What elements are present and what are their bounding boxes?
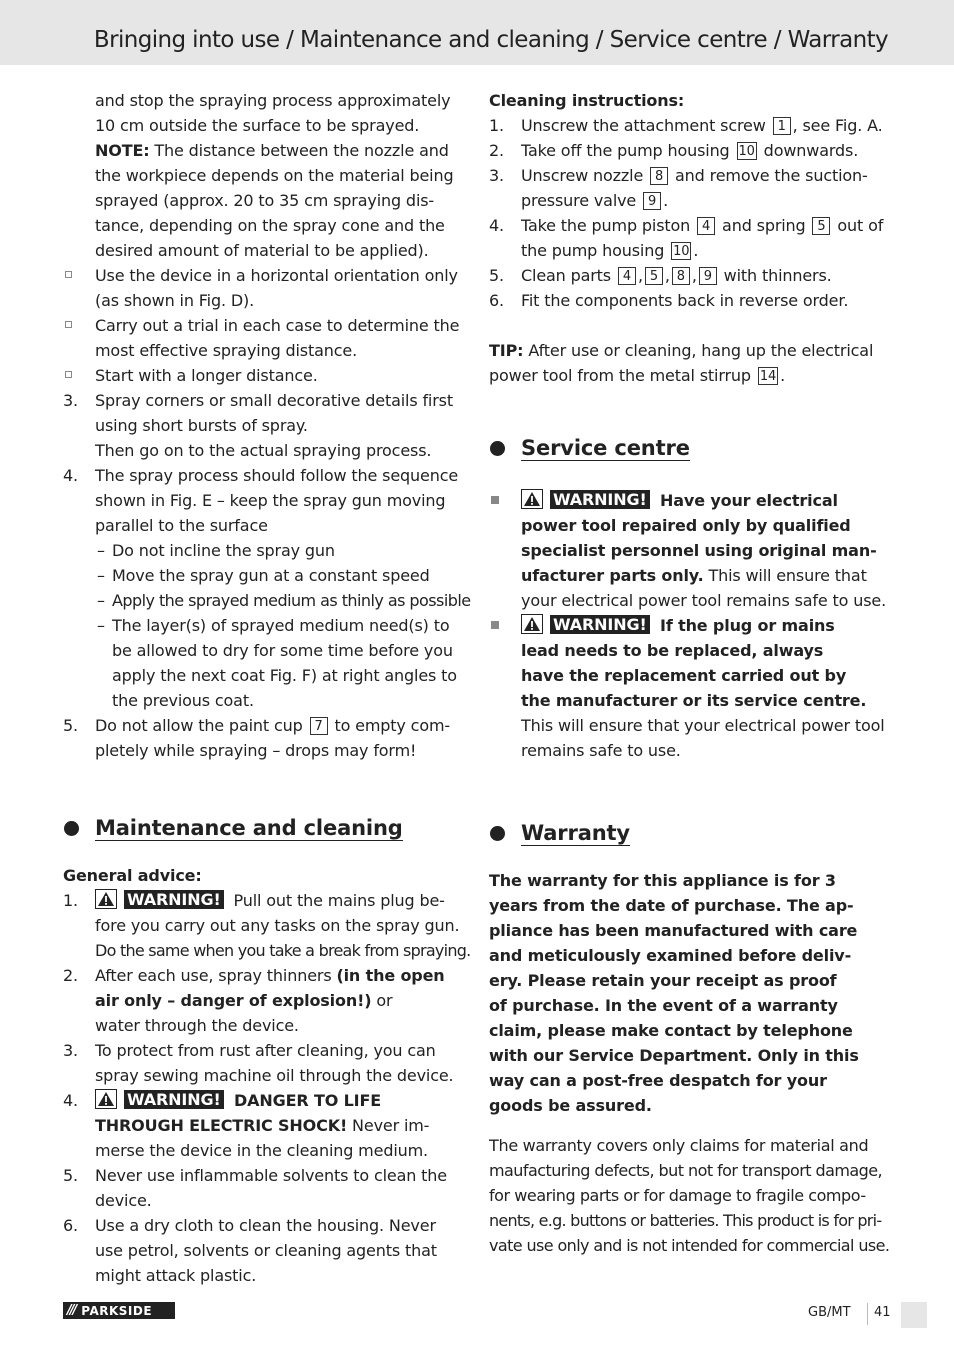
part-reference: 7 [310, 717, 328, 735]
dash-item: – Do not incline the spray gun [97, 541, 335, 560]
square-bullet-icon [65, 371, 72, 378]
general-advice-label: General advice: [63, 866, 202, 885]
part-reference: 14 [759, 369, 777, 384]
dash-item: – The layer(s) of sprayed medium need(s) to be allowed to dry for some time before you apply the next coat Fig. F) at right angles to the previous coat. [97, 616, 457, 710]
bullet-dot-icon [64, 821, 79, 836]
warranty-bold-paragraph: The warranty for this appliance is for 3 years from the date of purchase. The ap- pliance has been manufactured with care and meticulously examined before deliv- ery. Please retain your receipt as proof of purchase. In the event of a warranty claim, please make contact by telephone with our Service Department. Only in this way can a post-free despatch for your goods be assured. [489, 871, 859, 1115]
page-number: 41 [874, 1305, 891, 1320]
warning-triangle-icon [521, 614, 543, 634]
right-column [489, 88, 894, 1258]
bullet-item: Carry out a trial in each case to determine the most effective spraying distance. [63, 313, 463, 363]
step-4: 4. The spray process should follow the sequence shown in Fig. E – keep the spray gun moving parallel to the surface [63, 466, 459, 535]
clean-step-2: 2. Take off the pump housing 10 downwards. [489, 141, 859, 160]
intro-text: and stop the spraying process approximately 10 cm outside the surface to be sprayed. NOTE: The distance between the nozzle and the workpiece depends on the material being sprayed (approx. 20 to 35 cm spraying dis- tance, depending on the spray cone and the desired amount of material to be applied). [63, 88, 463, 263]
bullet-dot-icon [490, 826, 505, 841]
maint-step-4: 4. WARNING! DANGER TO LIFE THROUGH ELECTRIC SHOCK! Never im- merse the device in the cleaning medium. [63, 1089, 430, 1160]
warning-triangle-icon [521, 489, 543, 509]
parkside-logo: /// PARKSIDE [63, 1302, 175, 1319]
dash-item: – Apply the sprayed medium as thinly as possible [97, 591, 471, 610]
dash-item: – Move the spray gun at a constant speed [97, 566, 430, 585]
clean-step-1: 1. Unscrew the attachment screw 1 , see Fig. A. [489, 116, 883, 135]
warranty-terms-paragraph: The warranty covers only claims for material and maufacturing defects, but not for transport damage, for wearing parts or for damage to fragile compo- nents, e.g. buttons or batteries. This product is for pri- vate use only and is not intended for commercial use. [489, 1136, 890, 1255]
square-bullet-icon [65, 271, 72, 278]
part-reference: 5 [645, 267, 663, 285]
cleaning-instructions-label: Cleaning instructions: [489, 91, 685, 110]
part-reference: 10 [673, 244, 690, 259]
bullet-item: Use the device in a horizontal orientation only (as shown in Fig. D). [63, 263, 463, 313]
clean-step-5: 5. Clean parts 4 , 5 , 8 , 9 with thinners. [489, 266, 832, 285]
part-reference: 9 [699, 267, 717, 285]
warranty-heading: Warranty [489, 818, 894, 848]
footer-locale: GB/MT [808, 1305, 851, 1320]
part-reference: 8 [672, 267, 690, 285]
note-paragraph: NOTE: The distance between the nozzle and [95, 141, 449, 160]
part-reference: 9 [643, 192, 661, 210]
clean-step-4: 4. Take the pump piston 4 and spring 5 out of the pump housing 10 . [489, 216, 884, 260]
left-column [63, 88, 471, 1288]
maint-step-1: 1. WARNING! Pull out the mains plug be- fore you carry out any tasks on the spray gun. Do the same when you take a break from spraying. [63, 889, 471, 960]
step-5: 5. Do not allow the paint cup 7 to empty com- pletely while spraying – drops may form! [63, 716, 451, 760]
tip-paragraph: TIP: After use or cleaning, hang up the electrical power tool from the metal stirrup 14 . [489, 341, 874, 385]
service-centre-heading: Service centre [489, 433, 894, 463]
part-reference: 10 [738, 144, 755, 159]
part-reference: 1 [773, 117, 791, 135]
service-warning-1: WARNING! Have your electrical power tool repaired only by qualified specialist personnel using original man- ufacturer parts only. This will ensure that your electrical power tool remains safe to use. [489, 488, 894, 613]
maint-step-5: 5. Never use inflammable solvents to clean the device. [63, 1166, 447, 1210]
bullet-dot-icon [490, 441, 505, 456]
maint-step-3: 3. To protect from rust after cleaning, you can spray sewing machine oil through the device. [63, 1041, 454, 1085]
warning-badge: WARNING! [95, 889, 224, 909]
square-bullet-icon [491, 496, 499, 504]
part-reference: 8 [650, 167, 668, 185]
page-title: Bringing into use / Maintenance and cleaning / Service centre / Warranty [93, 27, 888, 53]
clean-step-3: 3. Unscrew nozzle 8 and remove the suction- pressure valve 9 . [489, 166, 868, 210]
maint-step-6: 6. Use a dry cloth to clean the housing. Never use petrol, solvents or cleaning agents that might attack plastic. [63, 1216, 437, 1285]
part-reference: 5 [812, 217, 830, 235]
clean-step-6: 6. Fit the components back in reverse order. [489, 291, 849, 310]
warning-triangle-icon [95, 889, 117, 909]
step-3: 3. Spray corners or small decorative details first using short bursts of spray. Then go on to the actual spraying process. [63, 391, 453, 460]
warning-badge: WARNING! [521, 489, 650, 509]
warning-badge: WARNING! [95, 1089, 224, 1109]
square-bullet-icon [491, 621, 499, 629]
maint-step-2: 2. After each use, spray thinners (in the open air only – danger of explosion!) or water through the device. [63, 966, 445, 1035]
footer-divider [867, 1303, 868, 1325]
square-bullet-icon [65, 321, 72, 328]
warning-triangle-icon [95, 1089, 117, 1109]
footer-tab-marker [901, 1302, 927, 1328]
page-header [0, 0, 954, 65]
bullet-item: Start with a longer distance. [63, 363, 463, 388]
part-reference: 4 [618, 267, 636, 285]
part-reference: 4 [697, 217, 715, 235]
warning-badge: WARNING! [521, 614, 650, 634]
maintenance-heading: Maintenance and cleaning [63, 813, 463, 843]
service-warning-2: WARNING! If the plug or mains lead needs to be replaced, always have the replacement carried out by the manufacturer or its service centre. This will ensure that your electrical power tool remains safe to use. [489, 613, 894, 763]
